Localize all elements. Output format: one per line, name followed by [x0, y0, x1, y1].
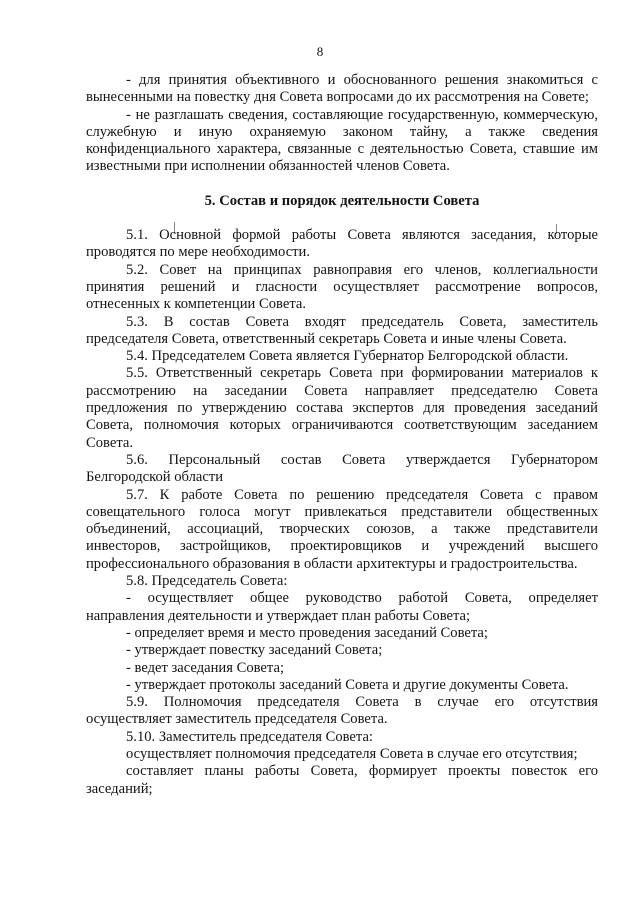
paragraph: 5.5. Ответственный секретарь Совета при формировании материалов к рассмотрению на заседании Совета направляет председателю Совета предложения по утверждению состава экспертов для проведения заседаний Совета, полномочия которых ограничиваются соответствующим заседанием Совета. [86, 365, 598, 451]
paragraph: - для принятия объективного и обоснованного решения знакомиться с вынесенными на повестку дня Совета вопросами до их рассмотрения на Совете; [86, 72, 598, 106]
paragraph: 5.9. Полномочия председателя Совета в случае его отсутствия осуществляет заместитель председателя Совета. [86, 694, 598, 728]
paragraph: 5.7. К работе Совета по решению председателя Совета с правом совещательного голоса могут привлекаться представители общественных объединений, ассоциаций, творческих союзов, а также представители инвесторов, застройщиков, проектировщиков и учреждений высшего профессионального образования в области архитектуры и градостроительства. [86, 486, 598, 572]
paragraph: 5.6. Персональный состав Совета утверждается Губернатором Белгородской области [86, 451, 598, 486]
list-item: - осуществляет общее руководство работой Совета, определяет направления деятельности и утверждает план работы Совета; [86, 590, 598, 624]
page-number: 8 [316, 44, 324, 59]
paragraph: 5.1. Основной формой работы Совета являются заседания, которые проводятся по мере необходимости. [86, 227, 598, 261]
paragraph: - не разглашать сведения, составляющие государственную, коммерческую, служебную и иную охраняемую законом тайну, а также сведения конфиденциального характера, связанные с деятельностью Совета, ставшие им известными при исполнении обязанностей членов Совета. [86, 106, 598, 175]
list-item: - ведет заседания Совета; [126, 659, 284, 676]
paragraph: 5.8. Председатель Совета: [126, 573, 288, 590]
list-item: - утверждает повестку заседаний Совета; [126, 642, 383, 659]
paragraph: 5.2. Совет на принципах равноправия его членов, коллегиальности принятия решений и гласности осуществляет рассмотрение вопросов, отнесенных к компетенции Совета. [86, 261, 598, 313]
paragraph: 5.10. Заместитель председателя Совета: [126, 728, 373, 745]
document-body [86, 72, 598, 798]
list-item: - определяет время и место проведения заседаний Совета; [126, 624, 488, 641]
list-item: составляет планы работы Совета, формирует проекты повесток его заседаний; [86, 763, 598, 797]
paragraph: 5.3. В состав Совета входят председатель Совета, заместитель председателя Совета, ответственный секретарь Совета и иные члены Совета. [86, 313, 598, 347]
list-item: - утверждает протоколы заседаний Совета и другие документы Совета. [126, 676, 569, 693]
paragraph: 5.4. Председателем Совета является Губернатор Белгородской области. [126, 348, 569, 365]
section-heading: 5. Состав и порядок деятельности Совета [204, 192, 480, 209]
list-item: осуществляет полномочия председателя Совета в случае его отсутствия; [126, 745, 578, 762]
